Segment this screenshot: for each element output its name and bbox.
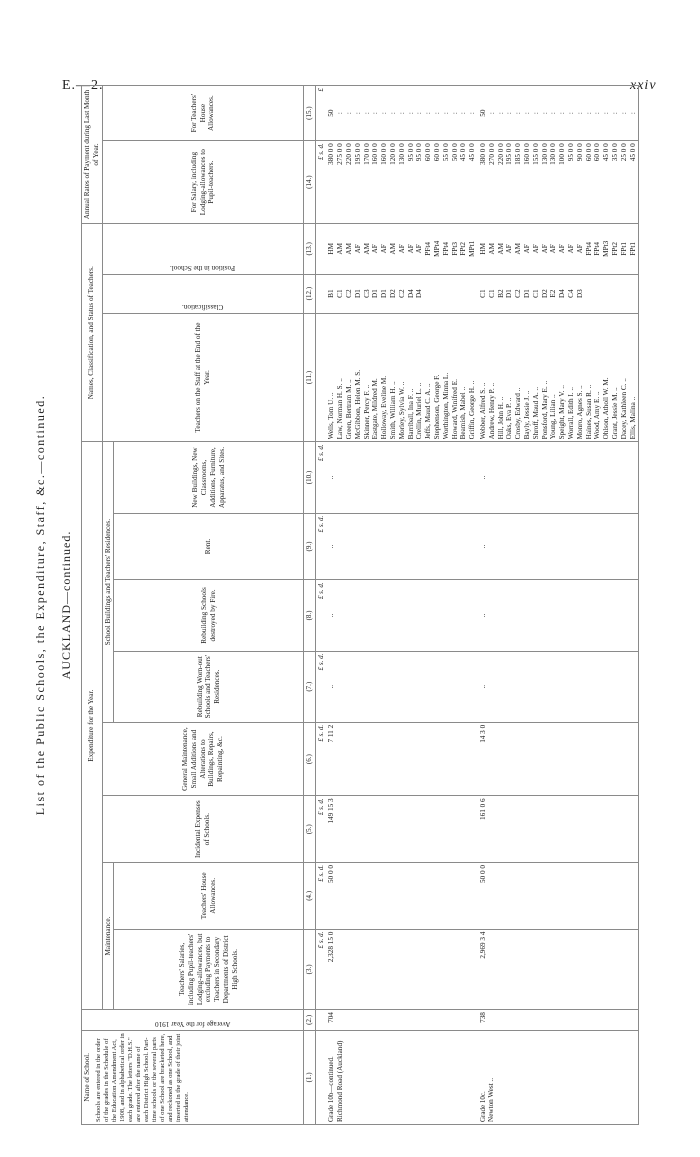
salary-value: 120 0 0: [388, 143, 397, 165]
classification-label: Classification.: [182, 302, 224, 311]
teacher-name: Ellis, Malina ..: [628, 396, 637, 440]
teacher-name: Webber, Alfred S. ..: [478, 382, 487, 440]
teacher-name: Wells, Tom U. ..: [327, 392, 336, 440]
classification-cell: [478, 274, 639, 313]
salary-value: 195 0 0: [505, 143, 514, 165]
classification-value: B2: [496, 289, 505, 298]
schools-body: [315, 86, 638, 1125]
classification-value: D1: [353, 289, 362, 299]
house-value: :: [380, 112, 389, 115]
col-num: (5.): [304, 796, 316, 863]
col-num: (2.): [304, 1010, 316, 1031]
position-value: FPt2: [459, 242, 468, 256]
classification-value: [424, 277, 433, 311]
classification-value: D4: [415, 289, 424, 299]
name-of-school-note: Schools are entered in the order of the grades in the Schedule of the Education Amendment Act, 1908, and in alphabetical order in each grade. The letters "D.H.S." are entered after the name of each District High School. Part-time schools or the several parts of one School are bracketed here, and reckoned as one School, and inserted in the grade of their joint attendance.: [94, 1033, 191, 1122]
unit-cell: £ s. d.: [315, 722, 326, 796]
header-house-allowances: Teachers' House Allowances.: [114, 863, 304, 930]
incidental-value: 149 15 3: [327, 798, 336, 824]
classification-value: [442, 277, 451, 311]
salary-value: 45 0 0: [628, 143, 637, 162]
position-value: MPt1: [468, 240, 477, 257]
classification-value: C1: [336, 289, 345, 298]
header-salary: For Salary, including Lodging-allowances to Pupil-teachers.: [102, 141, 304, 224]
teacher-name: Crosby, Edward ..: [514, 387, 523, 440]
col-num: (7.): [304, 651, 316, 722]
house-value: :: [514, 112, 523, 115]
header-average: [82, 1010, 304, 1031]
classification-value: C3: [362, 289, 371, 298]
incidental-cell: [326, 796, 478, 863]
page-number: xxiv: [630, 78, 657, 93]
position-value: AM: [496, 243, 505, 255]
unit-cell: £ s. d.: [315, 651, 326, 722]
header-new-buildings: New Buildings, New Classrooms, Additions, Furniture, Apparatus, and Sites.: [114, 442, 304, 513]
position-value: AF: [531, 244, 540, 254]
header-general-maintenance: General Maintenance, Small Additions and Alterations to Buildings, Repairs, Repainting, &c.: [102, 722, 304, 796]
col-num: (8.): [304, 580, 316, 651]
unit-cell: [315, 1030, 326, 1124]
classification-value: [433, 277, 442, 311]
house-value: 50: [478, 109, 487, 117]
position-value: FPt4: [441, 242, 450, 256]
name-of-school-label: Name of School.: [83, 1053, 91, 1102]
teacher-name: Crellin, Muriel L. ..: [415, 382, 424, 440]
unit-cell: [315, 274, 326, 313]
house-allowances-value: 50 0 0: [327, 865, 336, 883]
salary-value: 45 0 0: [459, 143, 468, 162]
classification-value: [629, 277, 638, 311]
unit-cell: £ s. d.: [315, 141, 326, 224]
classification-value: [451, 277, 460, 311]
house-value: :: [415, 112, 424, 115]
salary-value: 60 0 0: [432, 143, 441, 162]
teacher-name: Barriball, Ina F. ..: [406, 388, 415, 440]
salary-value: 195 0 0: [353, 143, 362, 165]
units-row: [315, 86, 326, 1125]
general-maintenance-cell: [478, 722, 639, 796]
salary-value: 220 0 0: [345, 143, 353, 165]
classification-value: C2: [514, 289, 523, 298]
teacher-name: Grant, Jessie M. ..: [610, 387, 619, 440]
teacher-name: Wood, Amy E. ..: [593, 391, 602, 440]
salary-value: 35 0 0: [610, 143, 619, 162]
teacher-name: Young, Lilian ..: [549, 394, 558, 440]
teacher-name: Skinner, Percy F. ..: [362, 384, 371, 440]
col-num: (1.): [304, 1030, 316, 1124]
position-cell: [478, 224, 639, 275]
page-reference: E.—2.: [62, 78, 104, 93]
salary-value: 60 0 0: [424, 143, 433, 162]
col-num: (14.): [304, 141, 316, 224]
classification-value: B1: [327, 289, 336, 298]
position-value: FPt1: [619, 242, 628, 256]
position-value: MPt4: [432, 240, 441, 257]
position-value: AF: [558, 244, 567, 254]
salary-value: 45 0 0: [602, 143, 611, 162]
teacher-name: Smith, William H. ..: [388, 381, 397, 440]
unit-cell: £ s. d.: [315, 442, 326, 513]
position-value: AF: [540, 244, 549, 254]
grade-label: Grade 10b—continued.: [327, 1056, 336, 1122]
rent-cell: [326, 513, 478, 580]
position-cell: [326, 224, 478, 275]
classification-cell: [326, 274, 478, 313]
header-position: [102, 224, 304, 275]
salary-value: 155 0 0: [531, 143, 540, 165]
salary-value: 160 0 0: [522, 143, 531, 165]
classification-value: D2: [388, 289, 397, 299]
general-maintenance-cell: [326, 722, 478, 796]
rent-value: ..: [478, 544, 487, 549]
position-label: Position in the School.: [170, 263, 236, 272]
header-maintenance: Maintenance.: [102, 863, 114, 1010]
unit-cell: [315, 224, 326, 275]
position-value: AM: [336, 243, 345, 255]
salary-value: 45 0 0: [468, 143, 477, 162]
salary-value: 270 0 0: [487, 143, 496, 165]
salary-value: 160 0 0: [371, 143, 380, 165]
house-value: :: [619, 112, 628, 115]
house-value: :: [610, 112, 619, 115]
house-value: :: [432, 112, 441, 115]
teacher-name: Andrew, Henry P. ..: [487, 382, 496, 440]
classification-value: [468, 277, 477, 311]
teacher-name: Shroff, Maud A. ..: [531, 386, 540, 440]
incidental-cell: [478, 796, 639, 863]
unit-cell: [315, 313, 326, 442]
salary-value: 25 0 0: [619, 143, 628, 162]
salary-cell: [478, 141, 639, 224]
classification-value: D1: [522, 289, 531, 299]
col-num: (4.): [304, 863, 316, 930]
house-value: :: [371, 112, 380, 115]
salary-value: 380 0 0: [478, 143, 487, 165]
salary-value: 185 0 0: [514, 143, 523, 165]
classification-value: D1: [371, 289, 380, 299]
position-value: AF: [353, 244, 362, 254]
header-classification: [102, 274, 304, 313]
teacher-name: Morley, Sylvia W. ..: [397, 381, 406, 440]
header-house: For Teachers' House Allowances.: [102, 86, 304, 141]
unit-cell: £ s. d.: [315, 929, 326, 1009]
house-value: :: [441, 112, 450, 115]
salaries-cell: [478, 929, 639, 1009]
position-value: HM: [327, 243, 336, 255]
classification-value: D1: [380, 289, 389, 299]
house-value: :: [345, 112, 353, 115]
header-rent: Rent.: [114, 513, 304, 580]
header-expenditure: Expenditure for the Year.: [82, 442, 103, 1010]
teacher-name: Hill, John H. ..: [496, 396, 505, 440]
house-value: :: [424, 112, 433, 115]
house-value: :: [406, 112, 415, 115]
position-value: MPt3: [602, 240, 611, 257]
position-value: AM: [487, 243, 496, 255]
grade-label: Grade 10c.: [478, 1091, 487, 1122]
new-buildings-cell: [326, 442, 478, 513]
salaries-value: 2,328 15 0: [327, 931, 336, 963]
header-rates-group: Annual Rates of Payment during Last Month of Year.: [82, 86, 103, 224]
classification-value: D4: [406, 289, 415, 299]
house-value: :: [496, 112, 505, 115]
position-value: AF: [522, 244, 531, 254]
house-value: :: [353, 112, 362, 115]
new-buildings-cell: [478, 442, 639, 513]
position-value: AF: [371, 244, 380, 254]
house-value: :: [388, 112, 397, 115]
general-maintenance-value: 7 11 2: [327, 724, 336, 743]
col-num: (15.): [304, 86, 316, 141]
header-name-of-school: [82, 1030, 304, 1124]
classification-value: [459, 277, 468, 311]
teacher-name: Green, Bertram M. ..: [345, 379, 353, 440]
position-value: AF: [397, 244, 406, 254]
salaries-cell: [326, 929, 478, 1009]
house-value: :: [584, 112, 593, 115]
salary-value: 95 0 0: [566, 143, 575, 162]
house-value: :: [505, 112, 514, 115]
teacher-name: Haines, Susan R. ..: [584, 384, 593, 440]
col-num: (10.): [304, 442, 316, 513]
unit-cell: £ s. d.: [315, 796, 326, 863]
classification-value: C2: [345, 289, 353, 298]
teacher-name: Law, Norman H. S. ..: [336, 378, 345, 440]
teacher-name: McGibbon, Helen M. S.: [353, 369, 362, 440]
rebuilding-worn-value: ..: [478, 684, 487, 689]
teacher-name: Bayly, Jessie J. ..: [522, 390, 531, 440]
average-cell: [478, 1010, 639, 1031]
house-allowances-cell: [478, 863, 639, 930]
col-num: (9.): [304, 513, 316, 580]
salary-value: 130 0 0: [540, 143, 549, 165]
header-names-group: Names, Classification, and Status of Teachers.: [82, 224, 103, 442]
house-value: :: [459, 112, 468, 115]
school-name-cell: [326, 1030, 478, 1124]
general-maintenance-value: 14 3 0: [478, 724, 487, 743]
schools-table: [81, 85, 639, 1125]
teacher-name: Dacey, Kathleen C. ..: [619, 378, 628, 440]
position-value: AM: [514, 243, 523, 255]
position-value: AF: [415, 244, 424, 254]
classification-value: D3: [575, 289, 584, 299]
salary-value: 60 0 0: [584, 143, 593, 162]
average-value: 704: [327, 1012, 336, 1023]
unit-cell: [315, 1010, 326, 1031]
unit-cell: £ s. d.: [315, 580, 326, 651]
classification-value: [602, 277, 611, 311]
teacher-name: Griffin, George H. ..: [468, 380, 477, 440]
house-allowances-cell: [326, 863, 478, 930]
salary-value: 95 0 0: [406, 143, 415, 162]
salary-value: 130 0 0: [549, 143, 558, 165]
rebuilding-worn-cell: [478, 651, 639, 722]
teacher-name: Beamish, Mabel ..: [459, 386, 468, 440]
classification-value: C1: [487, 289, 496, 298]
salaries-value: 2,969 3 4: [478, 931, 487, 959]
average-cell: [326, 1010, 478, 1031]
house-value: :: [468, 112, 477, 115]
rebuilding-worn-value: ..: [327, 684, 336, 689]
classification-value: D2: [540, 289, 549, 299]
incidental-value: 161 0 6: [478, 798, 487, 820]
position-value: FPt4: [593, 242, 602, 256]
classification-value: C2: [397, 289, 406, 298]
house-cell: [326, 86, 478, 141]
classification-value: E2: [549, 289, 558, 298]
classification-value: [593, 277, 602, 311]
house-value: :: [531, 112, 540, 115]
unit-cell: £ s. d.: [315, 513, 326, 580]
header-teachers: Teachers on the Staff at the End of the Year.: [102, 313, 304, 442]
position-value: FPt2: [610, 242, 619, 256]
house-value: :: [397, 112, 406, 115]
position-value: AF: [549, 244, 558, 254]
salary-value: 55 0 0: [441, 143, 450, 162]
salary-value: 275 0 0: [336, 143, 345, 165]
position-value: AF: [380, 244, 389, 254]
rotated-table-sheet: [33, 85, 673, 1125]
new-buildings-value: ..: [327, 475, 336, 480]
header-incidental: Incidental Expenses of Schools.: [102, 796, 304, 863]
position-value: FPt1: [628, 242, 637, 256]
house-value: :: [362, 112, 371, 115]
position-value: AM: [362, 243, 371, 255]
unit-cell: £ s. d.: [315, 863, 326, 930]
unit-cell: £: [315, 86, 326, 141]
teacher-name: Monro, Agnes S. ..: [575, 385, 584, 440]
position-value: FPt3: [450, 242, 459, 256]
teacher-name: Jeffs, Maud C. A. ..: [424, 383, 433, 440]
salary-value: 90 0 0: [575, 143, 584, 162]
col-num: (3.): [304, 929, 316, 1009]
header-rebuilding-fire: Rebuilding Schools destroyed by Fire.: [114, 580, 304, 651]
teachers-cell: [478, 313, 639, 442]
school-name: Richmond Road (Auckland): [335, 1040, 344, 1122]
house-value: :: [593, 112, 602, 115]
salary-value: 160 0 0: [380, 143, 389, 165]
teacher-name: Ohlson, Atholl W. M.: [602, 377, 611, 440]
rebuilding-fire-cell: [478, 580, 639, 651]
house-value: :: [575, 112, 584, 115]
classification-value: C4: [566, 289, 575, 298]
table-row: [478, 86, 639, 1125]
position-value: FPt4: [584, 242, 593, 256]
classification-value: D4: [558, 289, 567, 299]
position-value: AF: [505, 244, 514, 254]
position-value: PFt4: [424, 242, 433, 256]
col-num: (11.): [304, 313, 316, 442]
header-rebuilding-worn: Rebuilding Worn-out Schools and Teachers' Residences.: [114, 651, 304, 722]
school-name: Newton West ..: [487, 1077, 496, 1122]
house-value: :: [487, 112, 496, 115]
house-value: :: [628, 112, 637, 115]
teacher-name: Oaks, Eva P. ..: [505, 397, 514, 440]
rebuilding-fire-value: ..: [478, 613, 487, 618]
position-value: AM: [388, 243, 397, 255]
salary-value: 380 0 0: [327, 143, 336, 165]
position-value: HM: [478, 243, 487, 255]
table-row: [326, 86, 478, 1125]
salary-value: 95 0 0: [415, 143, 424, 162]
classification-value: [585, 277, 594, 311]
teacher-name: Worrall, Edith I. ..: [566, 387, 575, 440]
house-value: :: [450, 112, 459, 115]
teacher-name: Howard, Winifred E.: [450, 379, 459, 440]
classification-value: [611, 277, 620, 311]
header-salaries: Teachers' Salaries, including Pupil-teachers' Lodging-allowances, but excluding Payments to Teachers in Secondary Departments of District High Schools.: [114, 929, 304, 1009]
salary-value: 60 0 0: [593, 143, 602, 162]
col-num: (12.): [304, 274, 316, 313]
position-value: AM: [345, 243, 353, 255]
teacher-name: Speight, Mary V. ..: [558, 385, 567, 440]
classification-value: [620, 277, 629, 311]
rebuilding-worn-cell: [326, 651, 478, 722]
classification-value: C1: [531, 289, 540, 298]
salary-value: 220 0 0: [496, 143, 505, 165]
salary-value: 100 0 0: [558, 143, 567, 165]
teacher-name: Eastgate, Mildred M.: [371, 378, 380, 440]
position-value: AF: [406, 244, 415, 254]
average-value: 738: [478, 1012, 487, 1023]
house-allowances-value: 50 0 0: [478, 865, 487, 883]
rebuilding-fire-cell: [326, 580, 478, 651]
teacher-name: Holloway, Eveline M.: [380, 375, 389, 440]
salary-cell: [326, 141, 478, 224]
salary-value: 130 0 0: [397, 143, 406, 165]
salary-value: 50 0 0: [450, 143, 459, 162]
rent-value: ..: [327, 544, 336, 549]
teacher-name: Stephenson, George F.: [432, 374, 441, 440]
house-value: :: [566, 112, 575, 115]
house-value: :: [549, 112, 558, 115]
document-subtitle: AUCKLAND—continued.: [59, 530, 73, 680]
header-buildings: School Buildings and Teachers' Residences.: [102, 442, 114, 722]
position-value: AF: [566, 244, 575, 254]
house-value: :: [540, 112, 549, 115]
position-value: AF: [575, 244, 584, 254]
salary-value: 170 0 0: [362, 143, 371, 165]
col-num: (13.): [304, 224, 316, 275]
house-value: :: [522, 112, 531, 115]
house-value: :: [602, 112, 611, 115]
rebuilding-fire-value: ..: [327, 613, 336, 618]
teacher-name: Ponsford, Mary E. ..: [540, 380, 549, 440]
classification-value: D1: [505, 289, 514, 299]
house-value: :: [336, 112, 345, 115]
teacher-name: Worthington, Minna L.: [441, 372, 450, 440]
house-value: 50: [327, 109, 336, 117]
classification-value: C1: [478, 289, 487, 298]
teachers-cell: [326, 313, 478, 442]
rent-cell: [478, 513, 639, 580]
house-value: :: [558, 112, 567, 115]
new-buildings-value: ..: [478, 475, 487, 480]
house-cell: [478, 86, 639, 141]
school-name-cell: [478, 1030, 639, 1124]
average-label: Average for the Year 1910: [154, 1019, 231, 1028]
document-title: List of the Public Schools, the Expenditure, Staff, &c.—continued.: [33, 394, 47, 816]
col-num: (6.): [304, 722, 316, 796]
